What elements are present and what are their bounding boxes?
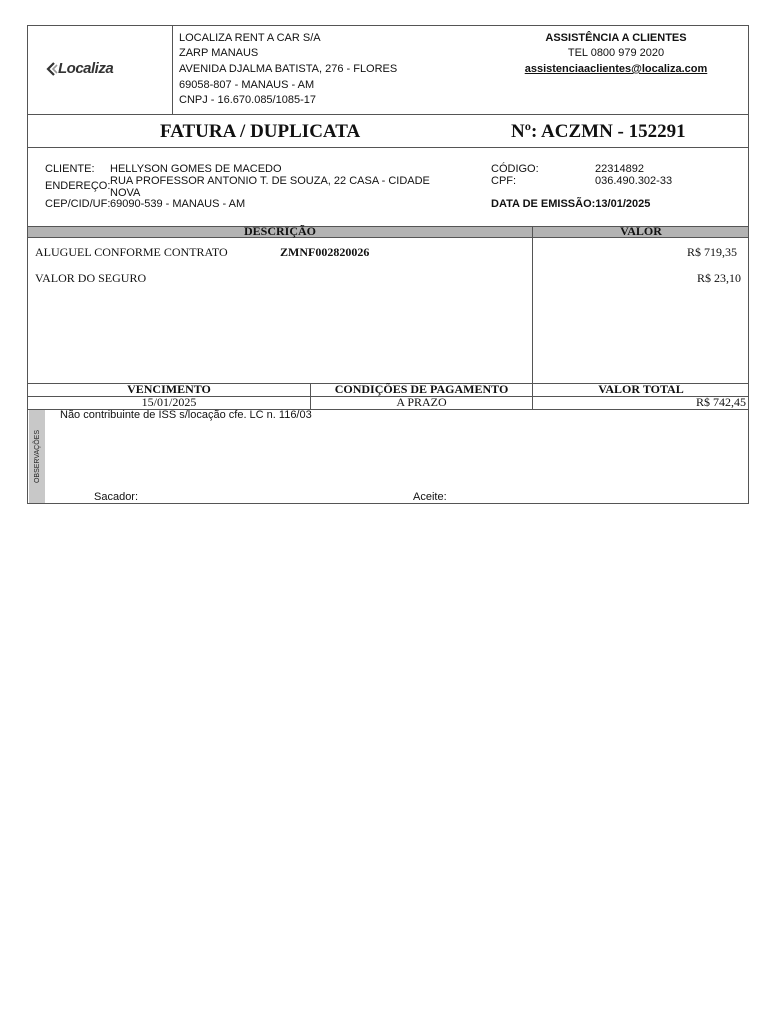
due-value: 15/01/2025 (141, 395, 197, 409)
payment-label: CONDIÇÕES DE PAGAMENTO (334, 382, 509, 396)
total-value: R$ 742,45 (695, 395, 746, 409)
address-line2: NOVA (110, 187, 141, 199)
col-value: VALOR (620, 224, 662, 238)
address-line1: RUA PROFESSOR ANTONIO T. DE SOUZA, 22 CASA - CIDADE (110, 175, 430, 187)
logo-text: Localiza (58, 60, 114, 77)
issue-label: DATA DE EMISSÃO: (491, 198, 596, 210)
support-title: ASSISTÊNCIA A CLIENTES (545, 32, 687, 44)
company-logo (46, 60, 113, 77)
company-zip-city: 69058-807 - MANAUS - AM (179, 79, 315, 91)
support-email-link[interactable]: assistenciaaclientes@localiza.com (524, 63, 708, 75)
localiza-logo-icon (46, 62, 58, 76)
address-label: ENDEREÇO: (45, 180, 111, 192)
drawer-label: Sacador: (94, 491, 139, 503)
notes-side-label-wrap (30, 410, 46, 503)
support-phone: TEL 0800 979 2020 (567, 47, 665, 59)
company-name: LOCALIZA RENT A CAR S/A (179, 32, 321, 44)
cep-label: CEP/CID/UF: (45, 198, 111, 210)
notes-text: Não contribuinte de ISS s/locação cfe. LC n. 116/03 (60, 409, 312, 421)
item-description: ALUGUEL CONFORME CONTRATO (35, 245, 228, 259)
item-value: R$ 23,10 (696, 271, 741, 285)
header-bottom-line (28, 114, 748, 115)
issue-date (491, 198, 650, 211)
company-address: AVENIDA DJALMA BATISTA, 276 - FLORES (179, 63, 398, 75)
company-cnpj: CNPJ - 16.670.085/1085-17 (179, 94, 316, 106)
code-label: CÓDIGO: (491, 163, 539, 175)
cpf-value: 036.490.302-33 (595, 175, 673, 187)
client-value: HELLYSON GOMES DE MACEDO (110, 163, 282, 175)
col-description: DESCRIÇÃO (243, 224, 316, 238)
acceptance-label: Aceite: (413, 491, 447, 503)
invoice-number: Nº: ACZMN - 152291 (511, 121, 686, 142)
due-label: VENCIMENTO (127, 382, 211, 396)
header-divider (172, 26, 173, 114)
cep-value: 69090-539 - MANAUS - AM (110, 198, 246, 210)
invoice-document (27, 25, 749, 504)
title-bottom-line (28, 147, 748, 148)
invoice-title: FATURA / DUPLICATA (160, 121, 361, 142)
payment-value: A PRAZO (396, 395, 447, 409)
code-value: 22314892 (595, 163, 644, 175)
total-label: VALOR TOTAL (598, 382, 684, 396)
item-value: R$ 719,35 (686, 245, 737, 259)
company-branch: ZARP MANAUS (179, 47, 259, 59)
issue-value: 13/01/2025 (595, 198, 651, 210)
item-description: VALOR DO SEGURO (35, 271, 147, 285)
client-label: CLIENTE: (45, 163, 95, 175)
notes-side-label: OBSERVAÇÕES (34, 429, 42, 484)
cpf-label: CPF: (491, 175, 517, 187)
item-reference: ZMNF002820026 (280, 245, 370, 259)
